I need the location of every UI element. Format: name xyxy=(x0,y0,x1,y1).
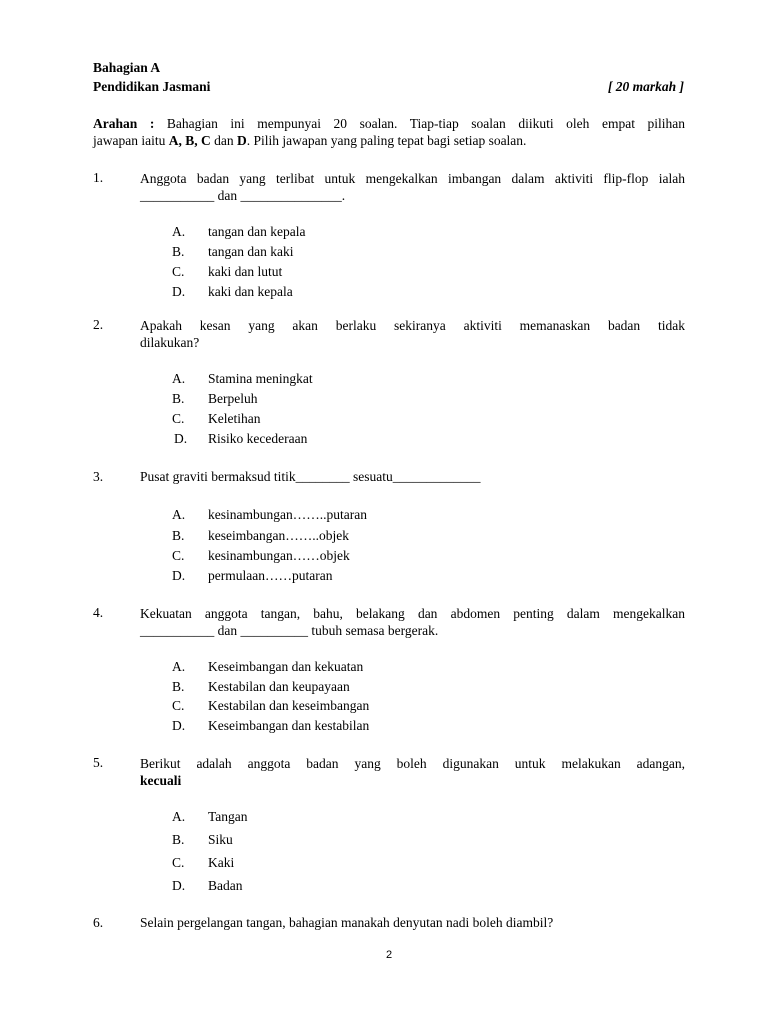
question-text: Apakah kesan yang akan berlaku sekiranya aktiviti memanaskan badan tidak xyxy=(140,318,685,333)
option-letter: C. xyxy=(172,855,185,870)
question-number: 3. xyxy=(93,469,104,484)
question-text-blank-line: ___________ dan _______________. xyxy=(140,188,346,203)
option-text: Kaki xyxy=(208,855,235,870)
option-letter: D. xyxy=(172,284,186,299)
question-number: 2. xyxy=(93,317,104,332)
section-title: Bahagian A xyxy=(93,60,161,75)
option-letter: D. xyxy=(172,878,186,893)
option-letter: A. xyxy=(172,659,186,674)
option-text: Berpeluh xyxy=(208,391,258,406)
option-letter: D. xyxy=(172,718,186,733)
option-text: kesinambungan……..putaran xyxy=(208,507,367,522)
option-letter: C. xyxy=(172,698,185,713)
question-text-continued: dilakukan? xyxy=(140,335,200,350)
question-text: Anggota badan yang terlibat untuk mengekalkan imbangan dalam aktiviti flip-flop ialah xyxy=(140,171,685,186)
option-letter: C. xyxy=(172,548,185,563)
question-text-blank-line: ___________ dan __________ tubuh semasa bergerak. xyxy=(140,623,439,638)
option-text: Stamina meningkat xyxy=(208,371,313,386)
option-text: Kestabilan dan keupayaan xyxy=(208,679,350,694)
option-text: Keletihan xyxy=(208,411,261,426)
option-text: tangan dan kaki xyxy=(208,244,294,259)
option-text: kaki dan kepala xyxy=(208,284,293,299)
option-letter: B. xyxy=(172,244,185,259)
question-number: 5. xyxy=(93,755,104,770)
option-text: kesinambungan……objek xyxy=(208,548,350,563)
option-letter: B. xyxy=(172,679,185,694)
instructions-line-1: Arahan : Bahagian ini mempunyai 20 soalan. Tiap-tiap soalan diikuti oleh empat pilihan xyxy=(93,116,685,131)
instructions-label: Arahan : xyxy=(93,116,155,131)
option-text: Tangan xyxy=(208,809,248,824)
option-letter: A. xyxy=(172,371,186,386)
page-number: 2 xyxy=(385,949,393,961)
option-text: Risiko kecederaan xyxy=(208,431,308,446)
option-letter: C. xyxy=(172,264,185,279)
option-letter: B. xyxy=(172,832,185,847)
question-number: 6. xyxy=(93,915,104,930)
option-letter: A. xyxy=(172,809,186,824)
question-number: 1. xyxy=(93,170,104,185)
option-letter: D. xyxy=(172,568,186,583)
option-letter: B. xyxy=(172,391,185,406)
question-text: Kekuatan anggota tangan, bahu, belakang dan abdomen penting dalam mengekalkan xyxy=(140,606,685,621)
option-text: Keseimbangan dan kestabilan xyxy=(208,718,370,733)
question-text-emphasis: kecuali xyxy=(140,773,182,788)
option-text: Siku xyxy=(208,832,233,847)
option-text: keseimbangan……..objek xyxy=(208,528,349,543)
question-text: Berikut adalah anggota badan yang boleh digunakan untuk melakukan adangan, xyxy=(140,756,685,771)
option-text: Kestabilan dan keseimbangan xyxy=(208,698,370,713)
question-text: Selain pergelangan tangan, bahagian manakah denyutan nadi boleh diambil? xyxy=(140,915,554,930)
option-letter: D. xyxy=(174,431,188,446)
option-text: Keseimbangan dan kekuatan xyxy=(208,659,364,674)
option-letter: B. xyxy=(172,528,185,543)
option-text: Badan xyxy=(208,878,243,893)
instructions-line-2: jawapan iaitu A, B, C dan D. Pilih jawapan yang paling tepat bagi setiap soalan. xyxy=(93,133,527,148)
question-number: 4. xyxy=(93,605,104,620)
option-letter: A. xyxy=(172,224,186,239)
option-letter: A. xyxy=(172,507,186,522)
option-text: kaki dan lutut xyxy=(208,264,283,279)
subject-title: Pendidikan Jasmani xyxy=(93,79,211,94)
marks-label: [ 20 markah ] xyxy=(607,79,684,94)
option-letter: C. xyxy=(172,411,185,426)
option-text: tangan dan kepala xyxy=(208,224,306,239)
question-text: Pusat graviti bermaksud titik________ sesuatu_____________ xyxy=(140,469,481,484)
option-text: permulaan……putaran xyxy=(208,568,333,583)
